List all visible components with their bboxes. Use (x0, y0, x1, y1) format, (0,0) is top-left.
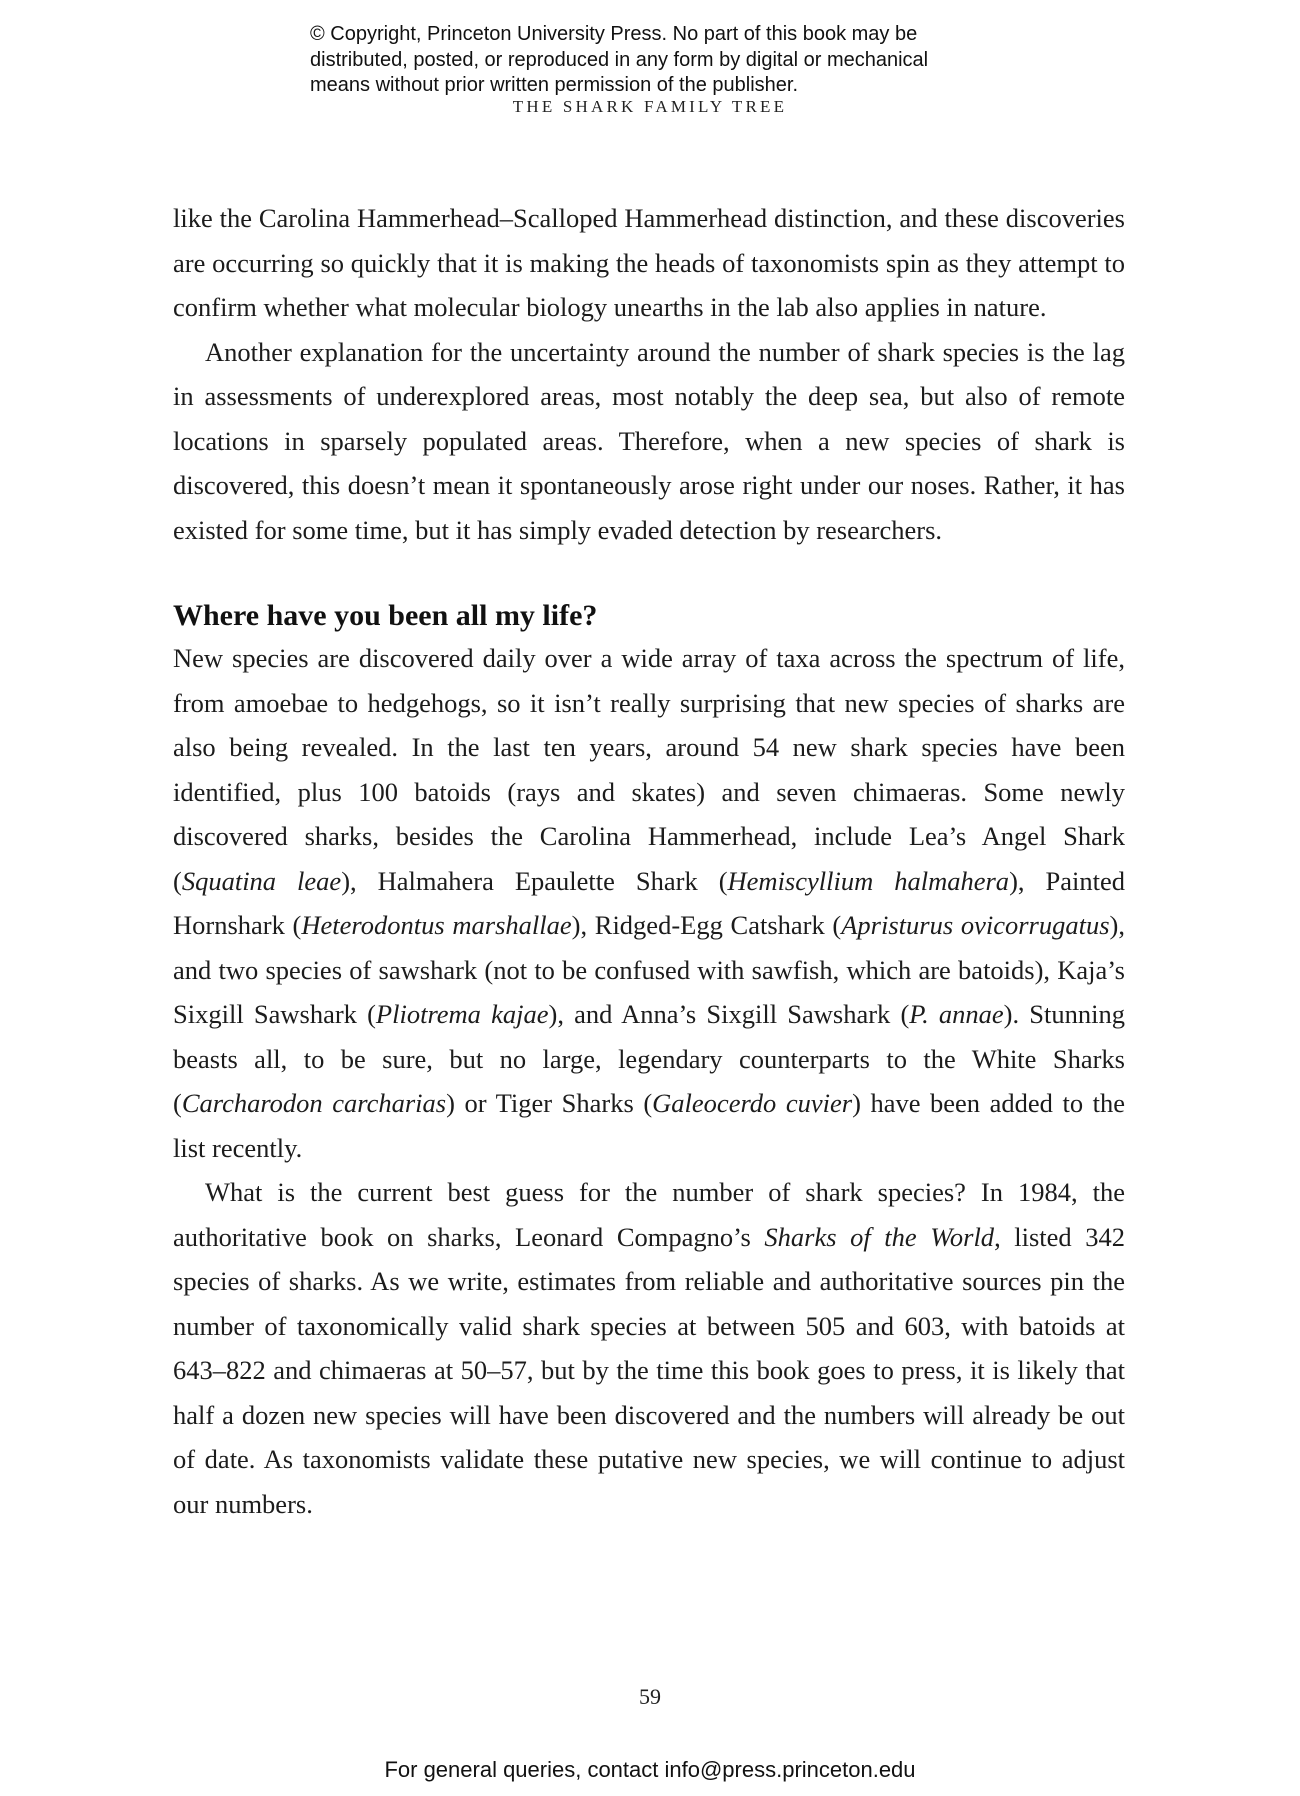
species-name: Apristurus ovicorrugatus (841, 910, 1110, 940)
page-number: 59 (639, 1684, 661, 1709)
section-heading: Where have you been all my life? (173, 599, 598, 632)
species-name: Carcharodon carcharias (181, 1088, 447, 1118)
species-name: Hemiscyllium halmahera (727, 865, 1010, 896)
paragraph-continued: like the Carolina Hammerhead–Scalloped Hammerhead distinction, and these discoveries are occurring so quickly that it is making the heads of taxonomists spin as they attempt to confirm whether what molecular biology unearths in the lab also applies in nature. (173, 203, 1125, 322)
body-text (173, 196, 1125, 1526)
species-name: Pliotrema kajae (375, 999, 549, 1029)
paragraph: New species are discovered daily over a wide array of taxa across the spectrum of life, from amoebae to hedgehogs, so it isn’t really surprising that new species of sharks are also being revealed. In the last ten years, around 54 new shark species have been identified, plus 100 batoids (rays and skates) and seven chimaeras. Some newly discovered sharks, besides the Carolina Hammerhead, include Lea’s Angel Shark (Squatina leae), Halmahera Epaulette Shark (Hemiscyllium halmahera), Painted Hornshark (Heterodontus marshallae), Ridged-Egg Catshark (Apristurus ovicorrugatus), and two species of sawshark (not to be confused with sawfish, which are batoids), Kaja’s Sixgill Sawshark (Pliotrema kajae), and Anna’s Sixgill Sawshark (P. annae). Stunning beasts all, to be sure, but no large, legendary counterparts to the White Sharks (Carcharodon carcharias) or Tiger Sharks (Galeocerdo cuvier) have been added to the list recently. (173, 643, 1126, 1163)
species-name: P. annae (909, 999, 1004, 1029)
species-name: Galeocerdo cuvier (652, 1088, 853, 1118)
paragraph: What is the current best guess for the number of shark species? In 1984, the authoritative book on sharks, Leonard Compagno’s Sharks of the World, listed 342 species of sharks. As we write, estimates from reliable and authoritative sources pin the number of taxonomically valid shark species at between 505 and 603, with batoids at 643–822 and chimaeras at 50–57, but by the time this book goes to press, it is likely that half a dozen new species will have been discovered and the numbers will already be out of date. As taxonomists validate these putative new species, we will continue to adjust our numbers. (173, 1177, 1125, 1519)
copyright-line: © Copyright, Princeton University Press. No part of this book may be (310, 23, 918, 45)
copyright-line: distributed, posted, or reproduced in any form by digital or mechanical (310, 48, 929, 71)
species-name: Heterodontus marshallae (301, 910, 572, 940)
paragraph: Another explanation for the uncertainty around the number of shark species is the lag in assessments of underexplored areas, most notably the deep sea, but also of remote locations in sparsely populated areas. Therefore, when a new species of shark is discovered, this doesn’t mean it spontaneously arose right under our noses. Rather, it has existed for some time, but it has simply evaded detection by researchers. (173, 336, 1125, 545)
copyright-line: means without prior written permission of the publisher. (310, 74, 799, 96)
copyright-notice (310, 22, 1030, 99)
book-title: Sharks of the World (764, 1221, 995, 1252)
species-name: Squatina leae (181, 865, 342, 896)
contact-footer: For general queries, contact info@press.princeton.edu (384, 1757, 916, 1782)
running-head: THE SHARK FAMILY TREE (512, 97, 788, 116)
